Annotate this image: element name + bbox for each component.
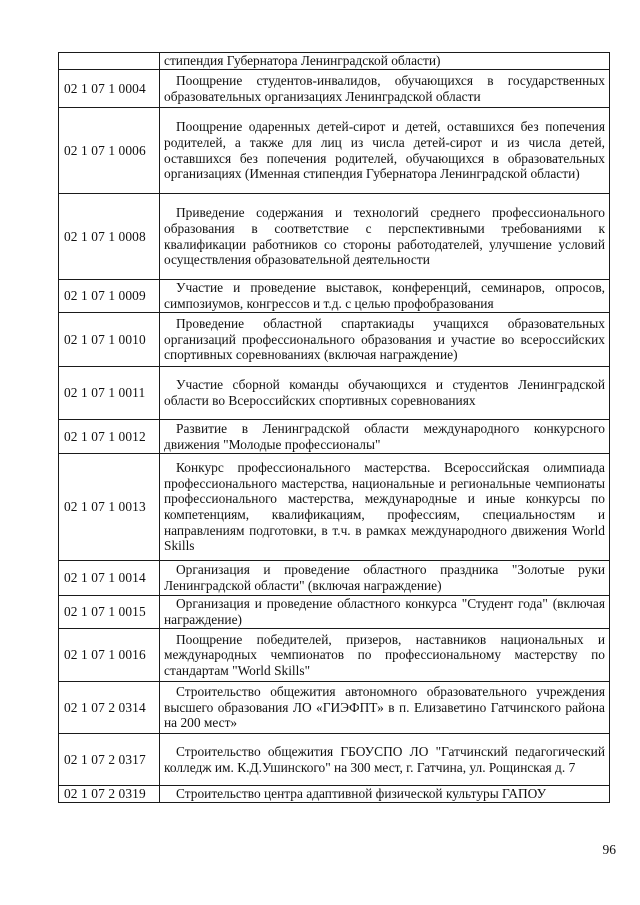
description-cell: Участие сборной команды обучающихся и студентов Ленинградской области во Всероссийских спортивных соревнованиях: [160, 367, 610, 420]
description-cell: Строительство общежития ГБОУСПО ЛО "Гатчинский педагогический колледж им. К.Д.Ушинского" на 300 мест, г. Гатчина, ул. Рощинская д. 7: [160, 734, 610, 786]
table-row: [59, 280, 610, 313]
description-cell: Участие и проведение выставок, конференций, семинаров, опросов, симпозиумов, конгрессов и т.д. с целью профобразования: [160, 280, 610, 313]
budget-code-cell: 02 1 07 2 0314: [59, 682, 160, 734]
budget-code-cell: 02 1 07 1 0010: [59, 313, 160, 367]
description-cell: Проведение областной спартакиады учащихся образовательных организаций профессионального образования и участие во всероссийских спортивных соревнованиях (включая награждение): [160, 313, 610, 367]
table-row: [59, 70, 610, 108]
description-cell: Организация и проведение областного конкурса "Студент года" (включая награждение): [160, 596, 610, 629]
description-cell: Поощрение победителей, призеров, наставников национальных и международных чемпионатов по профессиональному мастерству по стандартам "World Skills": [160, 629, 610, 682]
table-row: [59, 561, 610, 596]
budget-code-cell: 02 1 07 1 0004: [59, 70, 160, 108]
budget-code-cell: 02 1 07 1 0009: [59, 280, 160, 313]
page-number: 96: [602, 842, 616, 857]
budget-code-cell: 02 1 07 2 0319: [59, 786, 160, 803]
description-cell: Поощрение одаренных детей-сирот и детей, оставшихся без попечения родителей, а также для лиц из числа детей-сирот и из числа детей, оставшихся без попечения родителей, обучающихся в образовательных организациях (Именная стипендия Губернатора Ленинградской области): [160, 108, 610, 194]
budget-code-cell: 02 1 07 1 0012: [59, 420, 160, 454]
budget-code-cell: 02 1 07 1 0016: [59, 629, 160, 682]
budget-codes-table: [58, 52, 610, 803]
description-cell: Приведение содержания и технологий среднего профессионального образования в соответствие с перспективными требованиями к квалификации работников со стороны работодателей, улучшение условий осуществления образовательной деятельности: [160, 194, 610, 280]
budget-code-cell: [59, 53, 160, 70]
table-row: [59, 629, 610, 682]
table-row: [59, 194, 610, 280]
table-row: [59, 734, 610, 786]
table-row: [59, 420, 610, 454]
table-row: [59, 786, 610, 803]
budget-code-cell: 02 1 07 2 0317: [59, 734, 160, 786]
table-body: [59, 53, 610, 803]
table-row: [59, 454, 610, 561]
budget-code-cell: 02 1 07 1 0006: [59, 108, 160, 194]
description-cell: стипендия Губернатора Ленинградской области): [160, 53, 610, 70]
table-row: [59, 313, 610, 367]
description-cell: Строительство общежития автономного образовательного учреждения высшего образования ЛО «ГИЭФПТ» в п. Елизаветино Гатчинского района на 200 мест»: [160, 682, 610, 734]
description-cell: Поощрение студентов-инвалидов, обучающихся в государственных образовательных организациях Ленинградской области: [160, 70, 610, 108]
budget-code-cell: 02 1 07 1 0015: [59, 596, 160, 629]
description-cell: Строительство центра адаптивной физической культуры ГАПОУ: [160, 786, 610, 803]
table-row: [59, 108, 610, 194]
table-row: [59, 682, 610, 734]
table-row: [59, 367, 610, 420]
table-row: [59, 596, 610, 629]
table-row: [59, 53, 610, 70]
description-cell: Развитие в Ленинградской области международного конкурсного движения "Молодые профессионалы": [160, 420, 610, 454]
budget-code-cell: 02 1 07 1 0014: [59, 561, 160, 596]
budget-code-cell: 02 1 07 1 0013: [59, 454, 160, 561]
budget-code-cell: 02 1 07 1 0011: [59, 367, 160, 420]
budget-code-cell: 02 1 07 1 0008: [59, 194, 160, 280]
description-cell: Конкурс профессионального мастерства. Всероссийская олимпиада профессионального мастерства, национальные и региональные чемпионаты профессионального мастерства, международные и иные конкурсы по компетенциям, квалификациям, профессиям, специальностям и направлениям подготовки, в т.ч. в рамках международного движения World Skills: [160, 454, 610, 561]
description-cell: Организация и проведение областного праздника "Золотые руки Ленинградской области" (включая награждение): [160, 561, 610, 596]
